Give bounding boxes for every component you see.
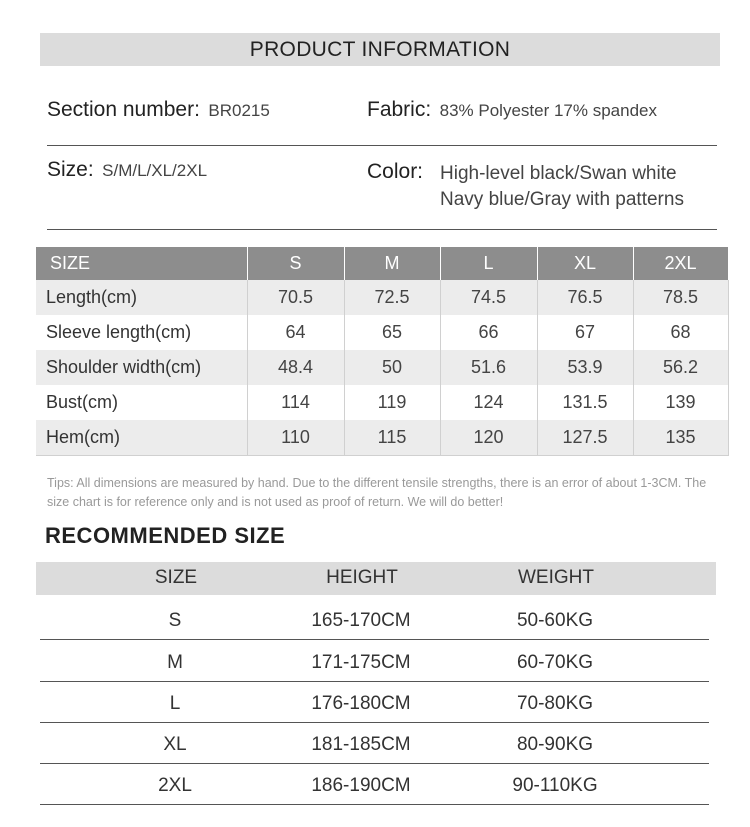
color-value-line1: High-level black/Swan white (440, 163, 677, 184)
recommended-size-header (36, 562, 716, 595)
recommended-weight-cell: 50-60KG (516, 610, 594, 631)
divider (47, 229, 717, 230)
table-cell: 114 (247, 385, 344, 420)
table-cell: 120 (440, 420, 537, 456)
recommended-size-cell: 2XL (158, 775, 192, 796)
recommended-height-cell: 186-190CM (311, 775, 411, 796)
table-cell: 70.5 (247, 280, 344, 315)
recommended-size-title: RECOMMENDED SIZE (45, 523, 286, 548)
recommended-size-cell: M (167, 652, 183, 673)
measurement-tips: Tips: All dimensions are measured by hand. Due to the different tensile strengths, there is an error of about 1-3CM. The size chart is for reference only and is not used as proof of return. We will do better! (47, 476, 707, 509)
table-cell: 110 (247, 420, 344, 456)
recommended-height-cell: 176-180CM (311, 693, 411, 714)
section-number-label: Section number: (47, 98, 200, 121)
divider (47, 145, 717, 146)
size-label: Size: (47, 158, 94, 181)
product-information-title: PRODUCT INFORMATION (249, 38, 511, 61)
table-cell: 66 (440, 315, 537, 350)
size-info (47, 158, 207, 182)
table-cell: 131.5 (537, 385, 633, 420)
table-row (40, 763, 709, 805)
table-cell: 78.5 (633, 280, 728, 315)
table-cell: 135 (633, 420, 728, 456)
product-information-banner (40, 33, 720, 66)
table-row (36, 350, 728, 385)
size-chart-header: S (247, 247, 344, 280)
table-cell: 72.5 (344, 280, 440, 315)
table-cell: 127.5 (537, 420, 633, 456)
table-cell: 67 (537, 315, 633, 350)
recommended-weight-cell: 60-70KG (516, 652, 594, 673)
size-chart-header-row (36, 247, 728, 280)
table-cell: 76.5 (537, 280, 633, 315)
table-row (36, 280, 728, 315)
table-cell: 65 (344, 315, 440, 350)
size-chart-header: 2XL (633, 247, 728, 280)
table-cell: 48.4 (247, 350, 344, 385)
recommended-size-cell: L (169, 693, 181, 714)
row-label: Bust(cm) (36, 385, 247, 420)
table-row (36, 315, 728, 350)
section-number-value: BR0215 (208, 101, 270, 120)
recommended-weight-cell: 70-80KG (516, 693, 594, 714)
table-cell: 53.9 (537, 350, 633, 385)
fabric-value: 83% Polyester 17% spandex (439, 101, 657, 120)
table-cell: 74.5 (440, 280, 537, 315)
table-cell: 68 (633, 315, 728, 350)
size-chart-table (36, 247, 729, 456)
table-row (40, 598, 709, 640)
row-label: Sleeve length(cm) (36, 315, 247, 350)
size-chart-header: L (440, 247, 537, 280)
table-cell: 56.2 (633, 350, 728, 385)
size-chart-header: SIZE (36, 247, 247, 280)
section-number (47, 98, 270, 122)
recommended-header-weight: WEIGHT (518, 567, 594, 588)
recommended-weight-cell: 80-90KG (516, 734, 594, 755)
recommended-size-cell: S (168, 610, 182, 631)
row-label: Length(cm) (36, 280, 247, 315)
row-label: Shoulder width(cm) (36, 350, 247, 385)
size-value: S/M/L/XL/2XL (102, 161, 208, 180)
table-row (36, 420, 728, 456)
row-label: Hem(cm) (36, 420, 247, 456)
fabric-label: Fabric: (367, 98, 432, 121)
color-label: Color: (367, 160, 424, 183)
recommended-header-height: HEIGHT (326, 567, 398, 588)
table-cell: 51.6 (440, 350, 537, 385)
recommended-size-cell: XL (163, 734, 187, 755)
recommended-height-cell: 181-185CM (311, 734, 411, 755)
color-values (440, 161, 684, 213)
color-info (367, 160, 423, 184)
table-cell: 124 (440, 385, 537, 420)
table-cell: 139 (633, 385, 728, 420)
fabric (367, 98, 657, 122)
recommended-height-cell: 165-170CM (311, 610, 411, 631)
color-value-line2: Navy blue/Gray with patterns (440, 189, 684, 210)
table-cell: 115 (344, 420, 440, 456)
info-row-size-color (47, 158, 717, 218)
size-chart-header: XL (537, 247, 633, 280)
size-chart-header: M (344, 247, 440, 280)
table-cell: 119 (344, 385, 440, 420)
table-cell: 50 (344, 350, 440, 385)
table-cell: 64 (247, 315, 344, 350)
table-row (40, 722, 709, 764)
table-row (40, 681, 709, 723)
recommended-height-cell: 171-175CM (311, 652, 411, 673)
recommended-weight-cell: 90-110KG (512, 775, 598, 796)
table-row (40, 640, 709, 682)
table-row (36, 385, 728, 420)
recommended-header-size: SIZE (154, 567, 198, 588)
